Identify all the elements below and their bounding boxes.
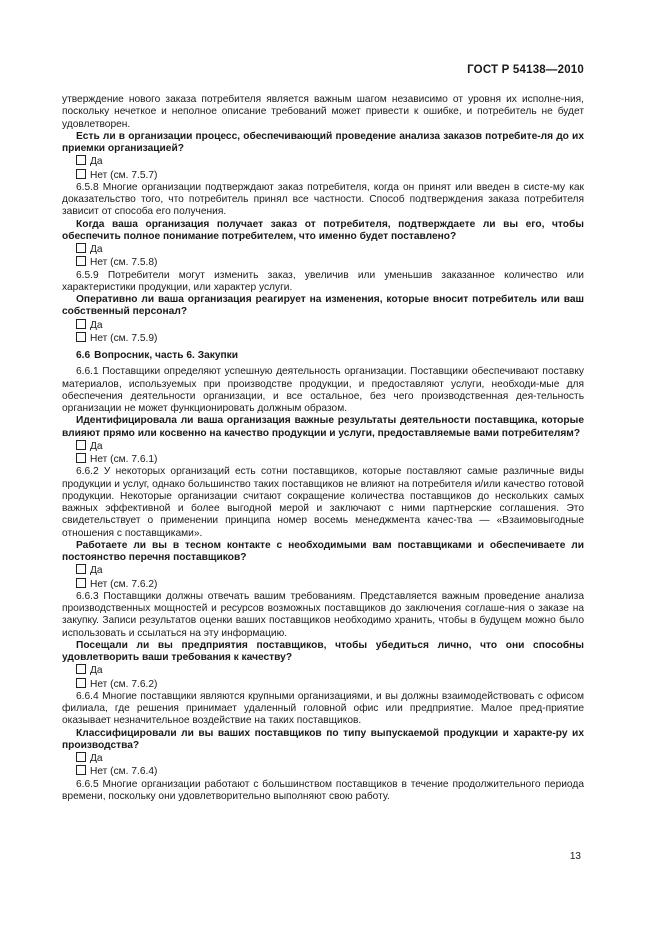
question: Когда ваша организация получает заказ от потребителя, подтверждаете ли вы его, чтобы обеспечить полное понимание потребителем, что именно будет поставлено? [62,218,584,242]
answer-option-label: Нет (см. 7.6.2) [90,678,158,690]
checkbox-icon [76,453,86,463]
clause-paragraph: 6.6.5 Многие организации работают с большинством поставщиков в течение продолжительного периода времени, поскольку они удовлетворительно выполняют свою работу. [62,778,584,802]
answer-option-label: Нет (см. 7.5.9) [90,332,158,344]
checkbox-icon [76,752,86,762]
answer-option [62,440,584,453]
answer-option-label: Да [90,753,103,764]
answer-option-label: Нет (см. 7.6.4) [90,766,158,778]
checkbox-icon [76,440,86,450]
checkbox-icon [76,319,86,329]
answer-option [62,319,584,332]
checkbox-icon [76,169,86,179]
answer-option [62,243,584,256]
answer-option [62,564,584,577]
answer-option-label: Нет (см. 7.5.8) [90,257,158,269]
question: Оперативно ли ваша организация реагирует на изменения, которые вносит потребитель или ваш собственный персонал? [62,294,584,318]
document-body [62,94,584,803]
section-number: 6.6 [76,350,91,361]
answer-option-label: Нет (см. 7.6.1) [90,454,158,465]
paragraph-continuation: утверждение нового заказа потребителя является важным шагом независимо от уровня их исполне-ния, поскольку нечеткое и неполное описание требований может привести к ошибке, и потребитель не будет удовлетворен. [62,94,584,130]
answer-option-label: Да [90,319,103,331]
answer-option-label: Да [90,440,103,452]
answer-option-label: Нет (см. 7.5.7) [90,169,158,181]
page-number: 13 [569,851,581,862]
answer-option [62,256,584,269]
answer-option-label: Да [90,156,103,168]
answer-option [62,453,584,466]
question: Классифицировали ли вы ваших поставщиков по типу выпускаемой продукции и характе-ру их производства? [62,727,584,751]
checkbox-icon [76,578,86,588]
section-heading [62,350,584,362]
clause-paragraph: 6.6.1 Поставщики определяют успешную деятельность организации. Поставщики обеспечивают поставку материалов, используемых при производстве продукции, и предоставляют услуги, необходи-мые для обеспечения деятельности организации, и все остальное, без чего производственная дея-тельность организации не может функционировать должным образом. [62,366,584,414]
question: Работаете ли вы в тесном контакте с необходимыми вам поставщиками и обеспечиваете ли постоянство перечня поставщиков? [62,539,584,563]
question: Посещали ли вы предприятия поставщиков, чтобы убедиться лично, что они способны удовлетворить ваши требования к качеству? [62,639,584,663]
clause-paragraph: 6.6.2 У некоторых организаций есть сотни поставщиков, которые поставляют самые различные виды продукции и услуг, однако большинство таких поставщиков не влияют на потребителя и/или качество готовой продукции. Некоторые организации считают сокращение количества поставщиков до нескольких самых важных эффективной и более выгодной мерой и заключают с ними партнерские соглашения. Это свидетельствует о применении принципа номер восемь менеджмента качес-тва — «Взаимовыгодные отношения с поставщиками». [62,466,584,539]
checkbox-icon [76,678,86,688]
checkbox-icon [76,564,86,574]
answer-option-label: Да [90,565,103,577]
answer-option-label: Да [90,665,103,677]
answer-option [62,169,584,182]
answer-option [62,664,584,677]
question: Идентифицировала ли ваша организация важные результаты деятельности поставщика, которые влияют прямо или косвенно на качество продукции и услуги, предоставляемые вами потребителям? [62,415,584,439]
checkbox-icon [76,332,86,342]
clause-paragraph: 6.5.8 Многие организации подтверждают заказ потребителя, когда он принят или введен в систе-му как доказательство того, что потребитель принял все частности. Способ подтверждения заказа потребителя зависит от способа его получения. [62,181,584,218]
section-title: Вопросник, часть 6. Закупки [94,350,239,361]
checkbox-icon [76,243,86,253]
answer-option [62,765,584,778]
document-code: ГОСТ Р 54138—2010 [467,64,584,76]
clause-paragraph: 6.6.4 Многие поставщики являются крупными организациями, и вы должны взаимодействовать с офисом филиала, где решения принимает удаленный головной офис или предприятие. Малое пред-приятие оказывает незначительное воздействие на таких поставщиков. [62,690,584,727]
checkbox-icon [76,765,86,775]
question: Есть ли в организации процесс, обеспечивающий проведение анализа заказов потребите-ля до их приемки организацией? [62,130,584,154]
checkbox-icon [76,664,86,674]
answer-option-label: Нет (см. 7.6.2) [90,578,158,590]
answer-option [62,332,584,345]
checkbox-icon [76,256,86,266]
answer-option [62,752,584,765]
clause-paragraph: 6.5.9 Потребители могут изменить заказ, увеличив или уменьшив заказанное количество или характеристики продукции, или характер услуги. [62,269,584,293]
checkbox-icon [76,155,86,165]
answer-option [62,155,584,168]
answer-option [62,578,584,591]
clause-paragraph: 6.6.3 Поставщики должны отвечать вашим требованиям. Представляется важным проведение анализа производственных мощностей и ресурсов возможных поставщиков до заключения соглаше-ния о заказе на закупку. Записи результатов оценки ваших поставщиков необходимо хранить, чтобы в будущем можно было использовать и ссылаться на эту информацию. [62,590,584,639]
answer-option [62,678,584,691]
answer-option-label: Да [90,244,103,255]
